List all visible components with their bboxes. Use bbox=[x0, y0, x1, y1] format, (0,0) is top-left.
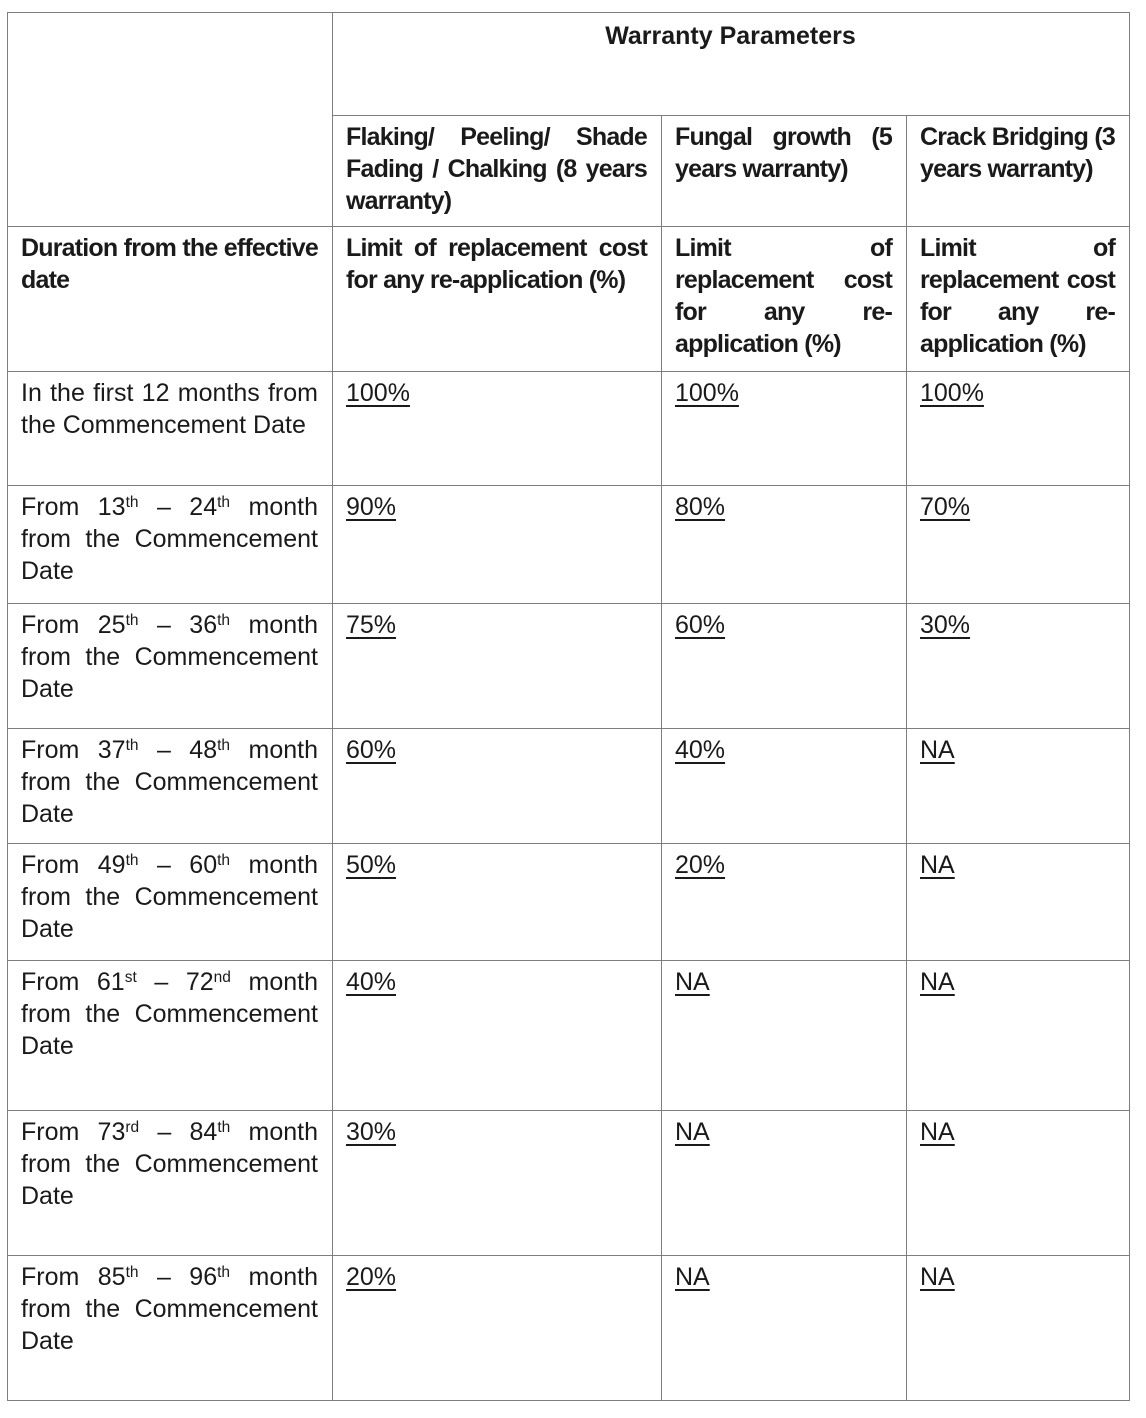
value-text: 20% bbox=[346, 1263, 397, 1291]
value-text: NA bbox=[675, 968, 710, 996]
value-text: 60% bbox=[346, 736, 397, 764]
value-text: 90% bbox=[346, 493, 397, 521]
empty-corner-cell bbox=[8, 13, 333, 227]
value-cell bbox=[662, 844, 907, 961]
value-text: NA bbox=[675, 1263, 710, 1291]
table-row bbox=[8, 729, 1130, 844]
value-text: 100% bbox=[346, 379, 410, 407]
value-cell bbox=[662, 604, 907, 729]
value-cell bbox=[333, 604, 662, 729]
value-cell bbox=[333, 961, 662, 1111]
value-cell bbox=[662, 1111, 907, 1256]
value-cell bbox=[333, 844, 662, 961]
value-cell bbox=[907, 1256, 1130, 1401]
value-text: NA bbox=[675, 1118, 710, 1146]
limit-subheader-fungal: Limit of replacement cost for any re-application (%) bbox=[662, 227, 907, 372]
value-text: 100% bbox=[675, 379, 739, 407]
duration-cell: From 49th – 60th month from the Commencement Date bbox=[8, 844, 333, 961]
duration-cell: From 61st – 72nd month from the Commencement Date bbox=[8, 961, 333, 1111]
table-row bbox=[8, 1256, 1130, 1401]
table-row bbox=[8, 844, 1130, 961]
value-text: 100% bbox=[920, 379, 984, 407]
duration-cell: In the first 12 months from the Commencement Date bbox=[8, 372, 333, 486]
value-cell bbox=[333, 1111, 662, 1256]
value-text: 30% bbox=[346, 1118, 397, 1146]
header-row-limits bbox=[8, 227, 1130, 372]
col-header-flaking-peeling: Flaking/ Peeling/ Shade Fading / Chalking (8 years warranty) bbox=[333, 116, 662, 227]
duration-cell: From 85th – 96th month from the Commencement Date bbox=[8, 1256, 333, 1401]
table-row bbox=[8, 486, 1130, 604]
table-row bbox=[8, 372, 1130, 486]
value-text: 40% bbox=[675, 736, 726, 764]
value-cell bbox=[907, 604, 1130, 729]
limit-subheader-flaking: Limit of replacement cost for any re-application (%) bbox=[333, 227, 662, 372]
col-header-fungal-growth: Fungal growth (5 years warranty) bbox=[662, 116, 907, 227]
duration-cell: From 25th – 36th month from the Commencement Date bbox=[8, 604, 333, 729]
value-cell bbox=[907, 844, 1130, 961]
duration-cell: From 73rd – 84th month from the Commencement Date bbox=[8, 1111, 333, 1256]
value-cell bbox=[907, 1111, 1130, 1256]
table-row bbox=[8, 961, 1130, 1111]
value-text: 20% bbox=[675, 851, 726, 879]
value-text: NA bbox=[920, 1263, 955, 1291]
value-text: 70% bbox=[920, 493, 971, 521]
duration-cell: From 37th – 48th month from the Commencement Date bbox=[8, 729, 333, 844]
header-row-title bbox=[8, 13, 1130, 116]
table-row bbox=[8, 1111, 1130, 1256]
value-cell bbox=[662, 372, 907, 486]
value-text: NA bbox=[920, 1118, 955, 1146]
value-text: 40% bbox=[346, 968, 397, 996]
value-text: 80% bbox=[675, 493, 726, 521]
warranty-parameters-header: Warranty Parameters bbox=[333, 13, 1130, 116]
value-text: NA bbox=[920, 736, 955, 764]
value-text: 60% bbox=[675, 611, 726, 639]
value-cell bbox=[662, 961, 907, 1111]
value-cell bbox=[333, 1256, 662, 1401]
duration-axis-header: Duration from the effective date bbox=[8, 227, 333, 372]
limit-subheader-crack: Limit of replacement cost for any re-application (%) bbox=[907, 227, 1130, 372]
value-cell bbox=[333, 486, 662, 604]
table-row bbox=[8, 604, 1130, 729]
value-cell bbox=[907, 729, 1130, 844]
duration-cell: From 13th – 24th month from the Commencement Date bbox=[8, 486, 333, 604]
value-cell bbox=[662, 729, 907, 844]
value-cell bbox=[333, 729, 662, 844]
value-cell bbox=[662, 1256, 907, 1401]
col-header-crack-bridging: Crack Bridging (3 years warranty) bbox=[907, 116, 1130, 227]
value-text: 50% bbox=[346, 851, 397, 879]
value-cell bbox=[662, 486, 907, 604]
value-cell bbox=[907, 372, 1130, 486]
value-cell bbox=[907, 486, 1130, 604]
warranty-table bbox=[7, 12, 1130, 1401]
value-text: NA bbox=[920, 968, 955, 996]
value-text: NA bbox=[920, 851, 955, 879]
value-cell bbox=[333, 372, 662, 486]
value-text: 75% bbox=[346, 611, 397, 639]
value-cell bbox=[907, 961, 1130, 1111]
value-text: 30% bbox=[920, 611, 971, 639]
